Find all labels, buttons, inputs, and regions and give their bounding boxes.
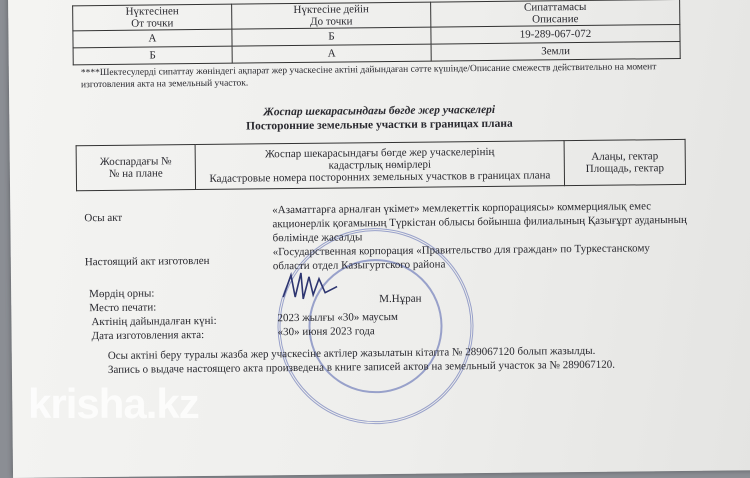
col-area-kz: Алаңы, гектар	[591, 150, 659, 163]
cell: Б	[73, 46, 232, 65]
section-title-ru: Посторонние земельные участки в границах плана	[246, 117, 513, 133]
osy-akt-text-3: бөлімінде жасалды	[272, 231, 363, 245]
signature	[279, 266, 349, 307]
cell: А	[232, 44, 431, 63]
cell: 19-289-067-072	[431, 24, 680, 44]
foreign-plots-table	[76, 139, 686, 191]
place-label-ru: Место печати:	[89, 301, 157, 315]
cell: А	[73, 29, 232, 48]
nastoyashchiy-text-2: области отдел Казыгуртского района	[272, 258, 446, 273]
cell: Б	[232, 27, 431, 46]
hdr-desc-ru: Описание	[532, 13, 579, 26]
signature-name: М.Нұран	[379, 292, 422, 306]
col-cadastre-kz-2: кадастрлық нөмірлері	[328, 158, 432, 172]
osy-akt-label: Осы акт	[84, 211, 123, 225]
nastoyashchiy-label: Настоящий акт изготовлен	[84, 254, 210, 269]
footnote-line-2: изготовления акта на земельный участок.	[80, 78, 249, 91]
cell: Земли	[431, 41, 680, 61]
date-value-ru: «30» июня 2023 года	[277, 325, 375, 339]
hdr-from-kz: Нүктесінен	[125, 5, 179, 18]
date-label-kz: Актінің дайындалған күні:	[91, 314, 217, 329]
col-number-ru: № на плане	[108, 167, 163, 180]
osy-akt-text-2: акционерлік қоғамының Түркістан облысы бойынша филиалының Қазығұрт ауданының	[272, 213, 687, 231]
col-number-kz: Жоспардағы №	[99, 155, 172, 169]
hdr-from-ru: От точки	[131, 17, 174, 30]
col-cadastre-kz-1: Жоспар шекарасындағы бөгде жер учаскелерінің	[264, 145, 495, 161]
place-label-kz: Мөрдің орны:	[89, 287, 155, 301]
osy-akt-text-1: «Азаматтарға арналған үкімет» мемлекеттік корпорациясы» коммерциялық емес	[272, 200, 652, 217]
col-area-ru: Площадь, гектар	[585, 162, 665, 175]
hdr-desc-kz: Сипаттамасы	[523, 0, 587, 14]
watermark: krisha.kz	[28, 380, 199, 427]
record-ru: Запись о выдаче настоящего акта произведена в книге записей актов на земельный участок за № 289067120.	[107, 358, 616, 376]
col-cadastre-ru: Кадастровые номера посторонних земельных участков в границах плана	[209, 169, 551, 185]
hdr-to-ru: До точки	[310, 15, 353, 28]
hdr-to-kz: Нүктесіне дейін	[293, 3, 369, 17]
nastoyashchiy-text-1: «Государственная корпорация «Правительство для граждан» по Туркестанскому	[272, 242, 650, 259]
record-kz: Осы актіні беру туралы жазба жер учаскесіне актілер жазылатын кітапта № 289067120 болып жазылды.	[107, 344, 596, 362]
adjacency-table	[72, 0, 681, 65]
date-value-kz: 2023 жылғы «30» маусым	[277, 310, 399, 325]
section-title-kz: Жоспар шекарасындағы бөгде жер учаскелері	[263, 103, 496, 119]
footnote-line-1: ****Шектесулерді сипаттау жөніндегі ақпарат жер учаскесіне актіні дайындаған сәтте күшінде/Описание смежеств действительно на момент	[80, 62, 657, 79]
date-label-ru: Дата изготовления акта:	[91, 328, 205, 343]
